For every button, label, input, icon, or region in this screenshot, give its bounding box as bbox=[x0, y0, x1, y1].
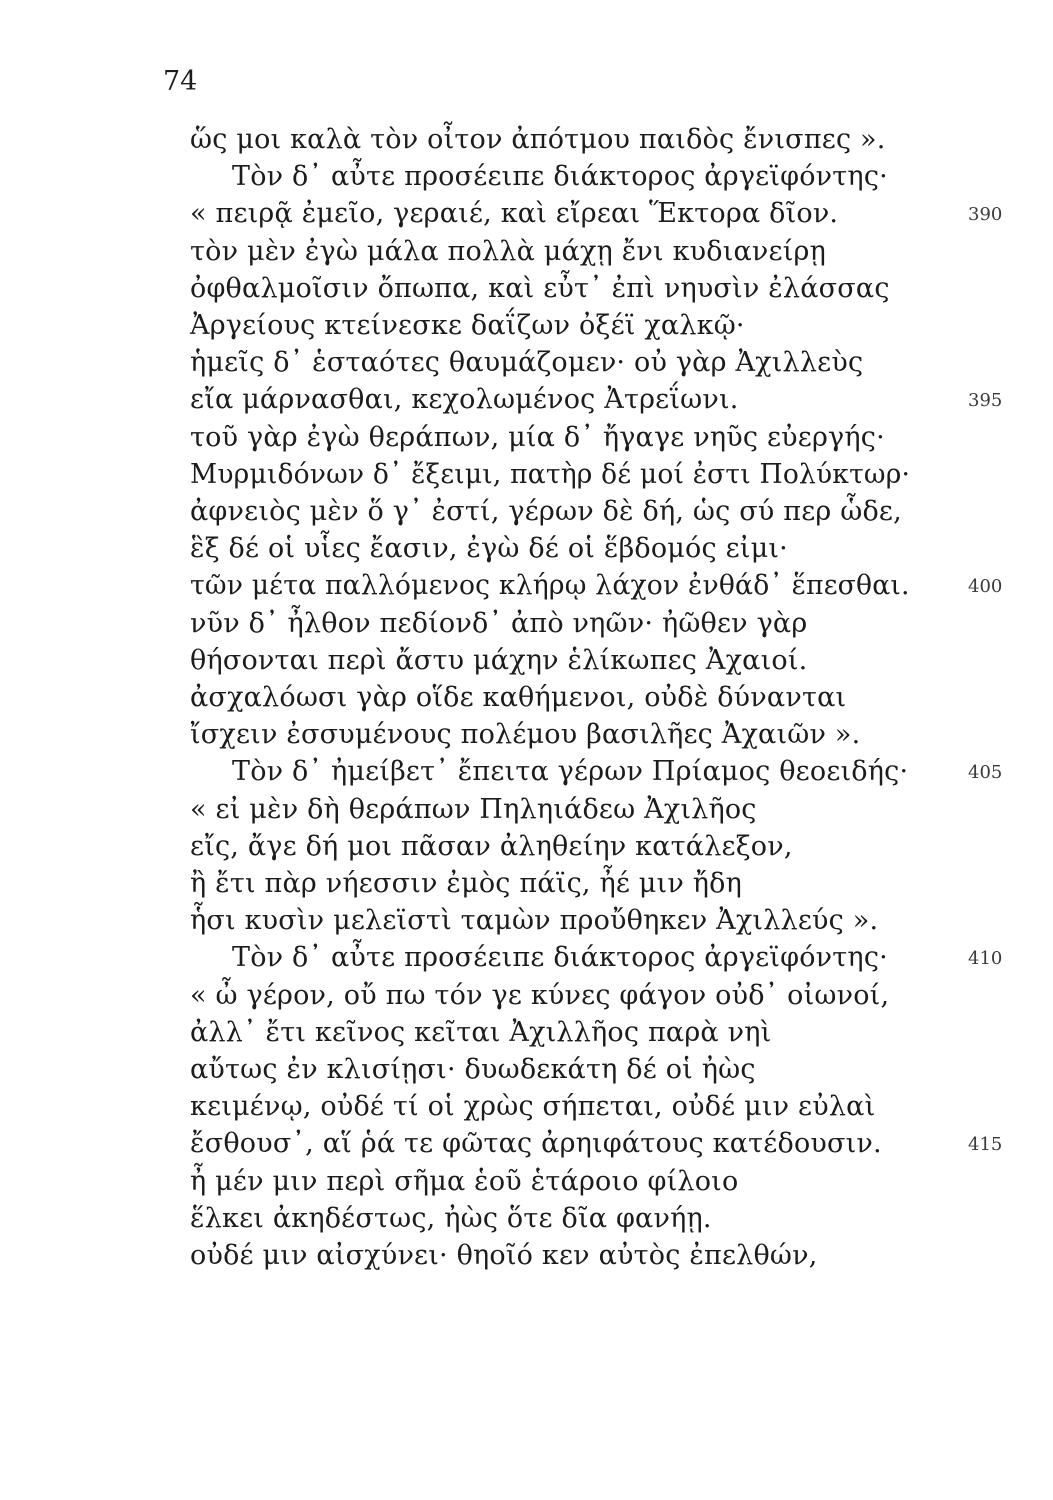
verse-text: « εἰ μὲν δὴ θεράπων Πηληιάδεω Ἀχιλῆος bbox=[190, 794, 757, 825]
verse-text: ἀλλ᾽ ἔτι κεῖνος κεῖται Ἀχιλλῆος παρὰ νηὶ bbox=[190, 1017, 772, 1048]
verse-line bbox=[0, 269, 1053, 309]
verse-text: ἧσι κυσὶν μελεϊστὶ ταμὼν προὔθηκεν Ἀχιλλεύς ». bbox=[190, 905, 879, 936]
verse-text: εἴα μάρνασθαι, κεχολωμένος Ἀτρεΐωνι. bbox=[190, 384, 739, 415]
line-number: 405 bbox=[968, 762, 1003, 783]
verse-text: ἴσχειν ἐσσυμένους πολέμου βασιλῆες Ἀχαιῶν ». bbox=[190, 719, 861, 750]
line-number: 415 bbox=[968, 1134, 1003, 1155]
verse-text: ὀφθαλμοῖσιν ὄπωπα, καὶ εὖτ᾽ ἐπὶ νηυσὶν ἐλάσσας bbox=[190, 273, 890, 304]
verse-text: Τὸν δ᾽ αὖτε προσέειπε διάκτορος ἀργεϊφόντης· bbox=[232, 942, 888, 973]
verse-line bbox=[0, 157, 1053, 197]
verse-line bbox=[0, 1087, 1053, 1127]
verse-line bbox=[0, 343, 1053, 383]
verse-text: Τὸν δ᾽ ἠμείβετ᾽ ἔπειτα γέρων Πρίαμος θεοειδής· bbox=[232, 756, 909, 787]
verse-text: ἕλκει ἀκηδέστως, ἠὼς ὅτε δῖα φανήῃ. bbox=[190, 1203, 712, 1234]
verse-text: τῶν μέτα παλλόμενος κλήρῳ λάχον ἐνθάδ᾽ ἕπεσθαι. bbox=[190, 570, 910, 601]
verse-line bbox=[0, 529, 1053, 569]
verse-text: θήσονται περὶ ἄστυ μάχην ἑλίκωπες Ἀχαιοί. bbox=[190, 645, 808, 676]
verse-text: οὐδέ μιν αἰσχύνει· θηοῖό κεν αὐτὸς ἐπελθών, bbox=[190, 1240, 818, 1271]
verse-line bbox=[0, 306, 1053, 346]
verse-text: ὥς μοι καλὰ τὸν οἶτον ἀπότμου παιδὸς ἔνισπες ». bbox=[190, 124, 886, 155]
verse-line bbox=[0, 604, 1053, 644]
verse-line bbox=[0, 380, 1053, 420]
verse-text: νῦν δ᾽ ἦλθον πεδίονδ᾽ ἀπὸ νηῶν· ἠῶθεν γὰρ bbox=[190, 608, 808, 639]
verse-text: « ὦ γέρον, οὔ πω τόν γε κύνες φάγον οὐδ᾽ οἰωνοί, bbox=[190, 980, 890, 1011]
verse-line bbox=[0, 232, 1053, 272]
verse-text: ἔσθουσ᾽, αἵ ῥά τε φῶτας ἀρηιφάτους κατέδουσιν. bbox=[190, 1128, 882, 1159]
verse-line bbox=[0, 1124, 1053, 1164]
verse-line bbox=[0, 864, 1053, 904]
verse-line bbox=[0, 492, 1053, 532]
verse-line bbox=[0, 641, 1053, 681]
verse-line bbox=[0, 1199, 1053, 1239]
verse-line bbox=[0, 455, 1053, 495]
page-number: 74 bbox=[163, 66, 198, 97]
verse-line bbox=[0, 752, 1053, 792]
verse-text: εἴς, ἄγε δή μοι πᾶσαν ἀληθείην κατάλεξον, bbox=[190, 831, 793, 862]
verse-text: Ἀργείους κτείνεσκε δαΐζων ὀξέϊ χαλκῷ· bbox=[190, 310, 745, 341]
verse-line bbox=[0, 194, 1053, 234]
verse-line bbox=[0, 938, 1053, 978]
verse-text: τὸν μὲν ἐγὼ μάλα πολλὰ μάχῃ ἔνι κυδιανείρῃ bbox=[190, 236, 826, 267]
verse-text: ἡμεῖς δ᾽ ἑσταότες θαυμάζομεν· οὐ γὰρ Ἀχιλλεὺς bbox=[190, 347, 864, 378]
verse-line bbox=[0, 678, 1053, 718]
verse-text: κειμένῳ, οὐδέ τί οἱ χρὼς σήπεται, οὐδέ μιν εὐλαὶ bbox=[190, 1091, 876, 1122]
verse-line bbox=[0, 901, 1053, 941]
verse-line bbox=[0, 1013, 1053, 1053]
verse-text: ἀφνειὸς μὲν ὅ γ᾽ ἐστί, γέρων δὲ δή, ὡς σύ περ ὧδε, bbox=[190, 496, 902, 527]
verse-text: ἓξ δέ οἱ υἷες ἔασιν, ἐγὼ δέ οἱ ἕβδομός εἰμι· bbox=[190, 533, 788, 564]
line-number: 395 bbox=[968, 390, 1003, 411]
verse-line bbox=[0, 1162, 1053, 1202]
verse-text: τοῦ γὰρ ἐγὼ θεράπων, μία δ᾽ ἤγαγε νηῦς εὐεργής· bbox=[190, 422, 885, 453]
verse-text: ἦ μέν μιν περὶ σῆμα ἑοῦ ἑτάροιο φίλοιο bbox=[190, 1166, 739, 1197]
line-number: 400 bbox=[968, 576, 1003, 597]
verse-line bbox=[0, 790, 1053, 830]
verse-text: « πειρᾷ ἐμεῖο, γεραιέ, καὶ εἴρεαι Ἕκτορα δῖον. bbox=[190, 198, 839, 229]
verse-line bbox=[0, 715, 1053, 755]
verse-line bbox=[0, 1236, 1053, 1276]
verse-text: Τὸν δ᾽ αὖτε προσέειπε διάκτορος ἀργεϊφόντης· bbox=[232, 161, 888, 192]
verse-text: ἀσχαλόωσι γὰρ οἵδε καθήμενοι, οὐδὲ δύνανται bbox=[190, 682, 847, 713]
verse-text: ἢ ἔτι πὰρ νήεσσιν ἐμὸς πάϊς, ἦέ μιν ἤδη bbox=[190, 868, 742, 899]
line-number: 410 bbox=[968, 948, 1003, 969]
verse-line bbox=[0, 1050, 1053, 1090]
verse-text: αὔτως ἐν κλισίῃσι· δυωδεκάτη δέ οἱ ἠὼς bbox=[190, 1054, 756, 1085]
verse-line bbox=[0, 418, 1053, 458]
verse-text: Μυρμιδόνων δ᾽ ἔξειμι, πατὴρ δέ μοί ἐστι Πολύκτωρ· bbox=[190, 459, 911, 490]
line-number: 390 bbox=[968, 204, 1003, 225]
verse-line bbox=[0, 976, 1053, 1016]
verse-line bbox=[0, 827, 1053, 867]
verse-line bbox=[0, 120, 1053, 160]
verse-line bbox=[0, 566, 1053, 606]
